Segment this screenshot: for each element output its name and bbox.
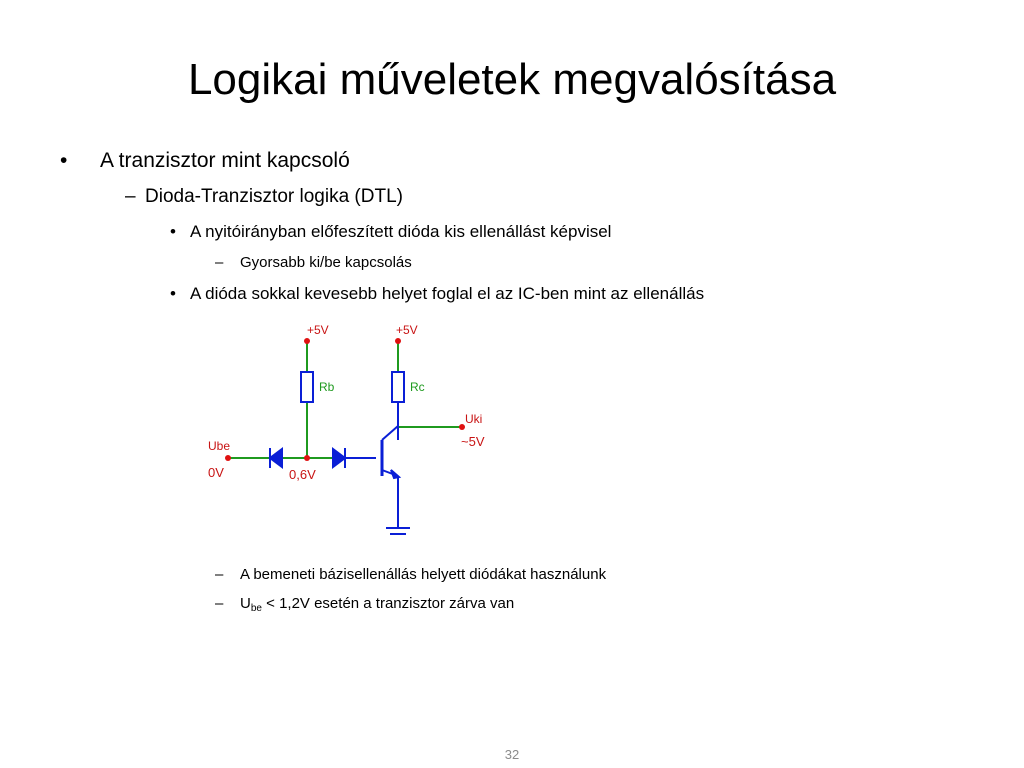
bullet-text-5: A dióda sokkal kevesebb helyet foglal el az IC-ben mint az ellenállás xyxy=(190,284,705,303)
bullet-text-6: A bemeneti bázisellenállás helyett diódákat használunk xyxy=(240,566,607,583)
bullet-dash-icon: – xyxy=(125,186,136,207)
resistor-rc-icon xyxy=(392,372,404,402)
slide-number: 32 xyxy=(504,747,520,762)
resistor-rc-label: Rc xyxy=(410,380,425,394)
bullet-text-4: Gyorsabb ki/be kapcsolás xyxy=(240,254,412,271)
diode-input-icon xyxy=(270,449,282,467)
bullet-text-3: A nyitóirányban előfeszített dióda kis ellenállást képvisel xyxy=(190,222,612,241)
blue-wires xyxy=(345,402,398,528)
bullet-dot-icon: • xyxy=(60,149,68,172)
ube-subscript: be xyxy=(250,603,262,614)
bullet-text-7 xyxy=(240,594,514,613)
bullet-text-1: A tranzisztor mint kapcsoló xyxy=(100,149,350,172)
bullet-dot-icon: • xyxy=(170,222,176,241)
ube-symbol: U xyxy=(240,595,251,612)
resistor-rb-icon xyxy=(301,372,313,402)
input-value: 0V xyxy=(208,465,224,480)
input-label: Ube xyxy=(208,439,231,453)
bullet-dash-icon: – xyxy=(215,254,224,271)
ube-condition-text: < 1,2V esetén a tranzisztor zárva van xyxy=(261,595,515,612)
bullet-text-2: Dioda-Tranzisztor logika (DTL) xyxy=(145,186,403,207)
emitter-arrow-icon xyxy=(391,470,399,478)
node-dots xyxy=(225,338,465,461)
diode-base-icon xyxy=(333,449,345,467)
output-value: ~5V xyxy=(461,434,485,449)
green-wires xyxy=(228,341,462,458)
bullet-dash-icon: – xyxy=(215,566,224,583)
slide-title: Logikai műveletek megvalósítása xyxy=(187,55,837,104)
bullet-dash-icon: – xyxy=(215,595,224,612)
node-value: 0,6V xyxy=(289,467,316,482)
resistor-rb-label: Rb xyxy=(319,380,335,394)
supply-left-label: +5V xyxy=(307,323,329,337)
bullet-dot-icon: • xyxy=(170,284,176,303)
supply-right-label: +5V xyxy=(396,323,418,337)
output-label: Uki xyxy=(465,412,483,426)
